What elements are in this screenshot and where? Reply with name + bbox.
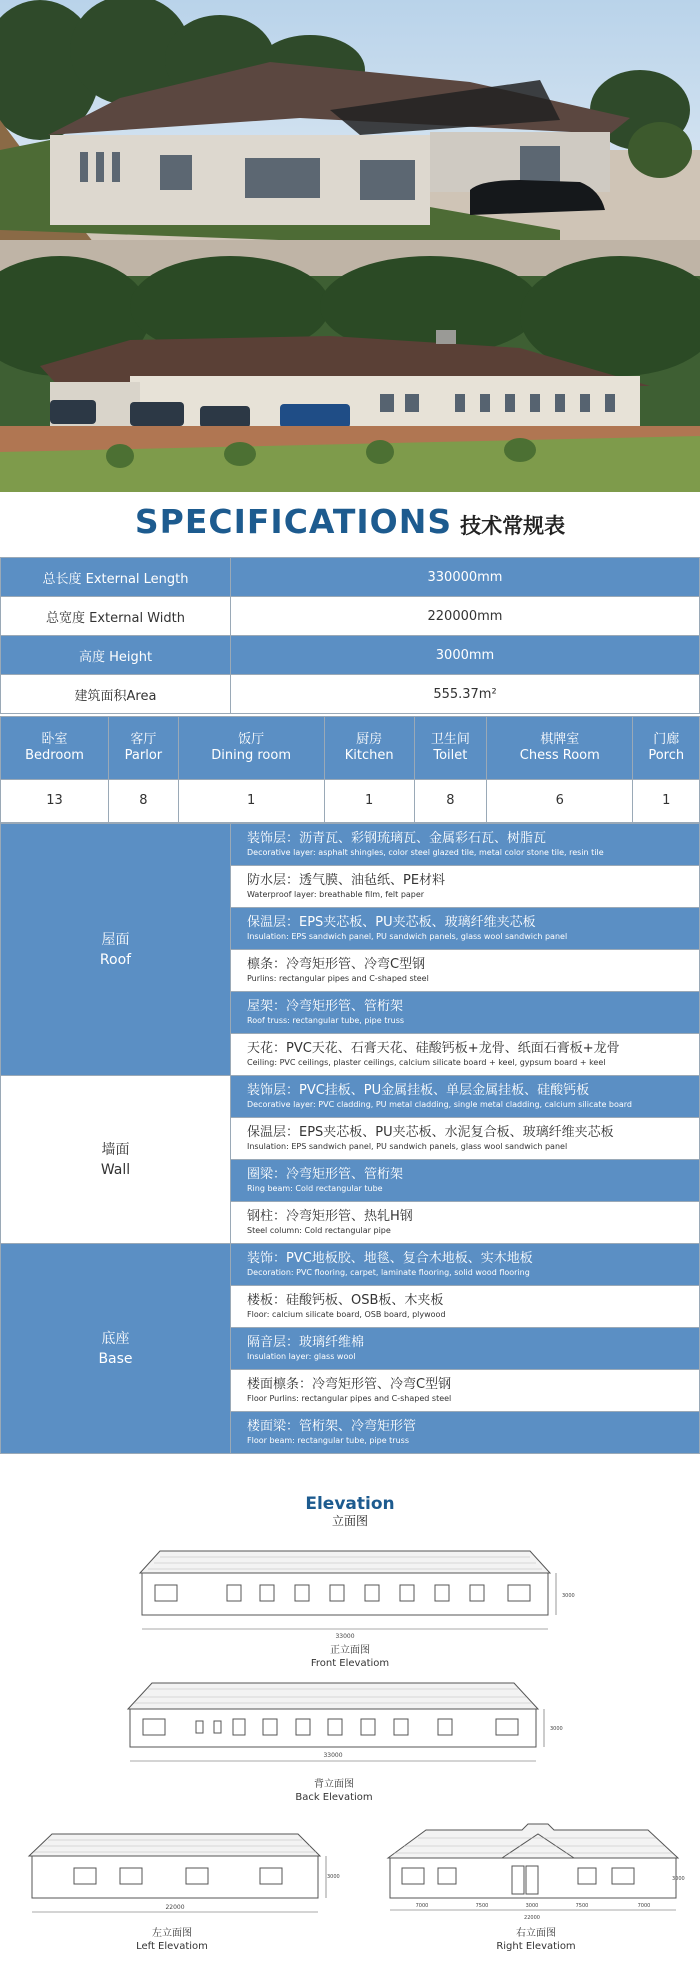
- material-item: [231, 1370, 700, 1412]
- room-name-cn: 卧室: [41, 732, 68, 747]
- dimensions-table: [0, 557, 700, 714]
- table-row: [1, 675, 700, 714]
- caption-en: Back Elevatiom: [295, 1792, 373, 1803]
- item-en: Insulation: EPS sandwich panel, PU sandwich panels, glass wool sandwich panel: [247, 932, 568, 941]
- room-name-cn: 饭厅: [238, 732, 265, 747]
- item-cn: 楼板：硅酸钙板、OSB板、木夹板: [247, 1293, 444, 1308]
- material-item: [231, 1286, 700, 1328]
- category-roof: [1, 824, 231, 1076]
- item-cn: 装饰：PVC地板胶、地毯、复合木地板、实木地板: [247, 1251, 533, 1266]
- row-value: 3000mm: [231, 636, 700, 675]
- specifications-title: [0, 502, 700, 541]
- table-row: [1, 1244, 700, 1286]
- house-photo-front: [0, 0, 700, 276]
- caption-cn: 右立面图: [516, 1928, 556, 1939]
- item-en: Floor beam: rectangular tube, pipe truss: [247, 1436, 409, 1445]
- row-value: 330000mm: [231, 558, 700, 597]
- item-en: Steel column: Cold rectangular pipe: [247, 1226, 391, 1235]
- room-name-en: Dining room: [211, 748, 291, 763]
- right-segment-label: 3000: [525, 1903, 539, 1909]
- item-en: Insulation layer: glass wool: [247, 1352, 356, 1361]
- elevation-title-cn: 立面图: [331, 1514, 368, 1528]
- item-cn: 屋架：冷弯矩形管、管桁架: [247, 999, 404, 1014]
- table-row: [1, 636, 700, 675]
- row-label: 总宽度 External Width: [1, 597, 231, 636]
- house-photo-side: [0, 276, 700, 492]
- left-dim-label: 22000: [165, 1904, 185, 1911]
- room-header: [109, 717, 179, 780]
- room-count: 8: [109, 780, 179, 823]
- spec-title-cn: 技术常规表: [460, 514, 566, 538]
- material-item: [231, 908, 700, 950]
- right-height-label: 3000: [672, 1876, 685, 1882]
- material-item: [231, 1076, 700, 1118]
- caption-cn: 背立面图: [314, 1779, 354, 1790]
- caption-en: Right Elevatiom: [496, 1941, 576, 1952]
- front-elevation-caption: [250, 1644, 450, 1670]
- left-elevation-caption: [72, 1927, 272, 1953]
- room-name-en: Chess Room: [519, 748, 600, 763]
- item-en: Decorative layer: PVC cladding, PU metal cladding, single metal cladding, calcium silicate board: [247, 1100, 633, 1109]
- item-en: Waterproof layer: breathable film, felt paper: [247, 890, 425, 899]
- caption-cn: 左立面图: [152, 1928, 192, 1939]
- room-count: 1: [633, 780, 700, 823]
- item-en: Ceiling: PVC ceilings, plaster ceilings, calcium silicate board + keel, gypsum board + keel: [247, 1058, 606, 1067]
- material-item: [231, 1034, 700, 1076]
- elevation-title-en: Elevation: [305, 1494, 395, 1514]
- item-cn: 装饰层：PVC挂板、PU金属挂板、单层金属挂板、硅酸钙板: [247, 1083, 590, 1098]
- room-header: [324, 717, 414, 780]
- item-en: Floor: calcium silicate board, OSB board, plywood: [247, 1310, 446, 1319]
- item-cn: 天花：PVC天花、石膏天花、硅酸钙板+龙骨、纸面石膏板+龙骨: [247, 1041, 620, 1056]
- row-value: 220000mm: [231, 597, 700, 636]
- room-name-cn: 门廊: [653, 732, 680, 747]
- material-item: [231, 1202, 700, 1244]
- item-cn: 保温层：EPS夹芯板、PU夹芯板、水泥复合板、玻璃纤维夹芯板: [247, 1125, 614, 1140]
- room-name-cn: 厨房: [356, 732, 383, 747]
- table-row: [1, 558, 700, 597]
- item-cn: 隔音层：玻璃纤维棉: [247, 1335, 365, 1350]
- material-item: [231, 950, 700, 992]
- room-header: [487, 717, 633, 780]
- right-segment-label: 7500: [575, 1903, 589, 1909]
- room-name-cn: 卫生间: [430, 732, 470, 747]
- room-header: [414, 717, 486, 780]
- front-dim-label: 33000: [335, 1633, 355, 1640]
- caption-en: Front Elevatiom: [310, 1658, 390, 1669]
- room-name-cn: 客厅: [130, 732, 157, 747]
- back-elevation-drawing: [118, 1675, 563, 1785]
- material-item: [231, 1244, 700, 1286]
- material-item: [231, 1160, 700, 1202]
- item-cn: 檩条：冷弯矩形管、冷弯C型钢: [247, 957, 426, 972]
- caption-en: Left Elevatiom: [136, 1941, 208, 1952]
- item-cn: 防水层：透气膜、油毡纸、PE材料: [247, 873, 446, 888]
- item-en: Ring beam: Cold rectangular tube: [247, 1184, 383, 1193]
- rooms-header-row: [1, 717, 700, 780]
- room-name-en: Porch: [648, 748, 685, 763]
- materials-table: [0, 823, 700, 1454]
- row-value: 555.37m²: [231, 675, 700, 714]
- material-item: [231, 1412, 700, 1454]
- item-cn: 圈梁：冷弯矩形管、管桁架: [247, 1167, 404, 1182]
- rooms-count-row: [1, 780, 700, 823]
- front-elevation-drawing: [130, 1545, 575, 1655]
- right-segment-label: 7500: [475, 1903, 489, 1909]
- right-segment-label: 7000: [637, 1903, 651, 1909]
- item-en: Decorative layer: asphalt shingles, color steel glazed tile, metal color stone tile, resin tile: [247, 848, 604, 857]
- spec-title-en: SPECIFICATIONS: [134, 502, 453, 541]
- room-header: [633, 717, 700, 780]
- room-count: 6: [487, 780, 633, 823]
- right-elevation-drawing: [382, 1820, 685, 1925]
- right-segment-label: 7000: [415, 1903, 429, 1909]
- category-base: [1, 1244, 231, 1454]
- material-item: [231, 992, 700, 1034]
- item-cn: 楼面檩条：冷弯矩形管、冷弯C型钢: [247, 1377, 452, 1392]
- room-name-en: Parlor: [124, 748, 163, 763]
- left-elevation-drawing: [24, 1828, 340, 1923]
- table-row: [1, 824, 700, 866]
- row-label: 高度 Height: [1, 636, 231, 675]
- category-en: Roof: [99, 951, 132, 968]
- item-cn: 装饰层：沥青瓦、彩钢琉璃瓦、金属彩石瓦、树脂瓦: [247, 831, 547, 846]
- room-header: [178, 717, 324, 780]
- category-wall: [1, 1076, 231, 1244]
- table-row: [1, 1076, 700, 1118]
- room-count: 1: [324, 780, 414, 823]
- front-height-label: 3000: [562, 1593, 575, 1599]
- material-item: [231, 866, 700, 908]
- back-height-label: 3000: [550, 1726, 563, 1732]
- room-count: 1: [178, 780, 324, 823]
- material-item: [231, 1118, 700, 1160]
- left-height-label: 3000: [327, 1874, 340, 1880]
- room-header: [1, 717, 109, 780]
- rooms-table: [0, 716, 700, 823]
- right-dim-label: 22000: [524, 1915, 540, 1921]
- category-cn: 墙面: [101, 1141, 130, 1158]
- item-cn: 钢柱：冷弯矩形管、热轧H钢: [247, 1209, 413, 1224]
- item-cn: 保温层：EPS夹芯板、PU夹芯板、玻璃纤维夹芯板: [247, 915, 536, 930]
- caption-cn: 正立面图: [330, 1645, 370, 1656]
- category-cn: 底座: [101, 1330, 130, 1347]
- row-label: 总长度 External Length: [1, 558, 231, 597]
- item-en: Roof truss: rectangular tube, pipe truss: [247, 1016, 405, 1025]
- category-en: Base: [98, 1350, 133, 1367]
- row-label: 建筑面积Area: [1, 675, 231, 714]
- room-count: 13: [1, 780, 109, 823]
- material-item: [231, 1328, 700, 1370]
- room-name-cn: 棋牌室: [540, 732, 580, 747]
- item-en: Purlins: rectangular pipes and C-shaped steel: [247, 974, 429, 983]
- room-count: 8: [414, 780, 486, 823]
- item-cn: 楼面梁：管桁架、冷弯矩形管: [247, 1419, 417, 1434]
- right-elevation-caption: [436, 1927, 636, 1953]
- back-dim-label: 33000: [323, 1752, 343, 1759]
- room-name-en: Bedroom: [25, 748, 84, 763]
- item-en: Floor Purlins: rectangular pipes and C-shaped steel: [247, 1394, 452, 1403]
- material-item: [231, 824, 700, 866]
- room-name-en: Toilet: [433, 748, 468, 763]
- category-en: Wall: [100, 1161, 131, 1178]
- elevation-title: [0, 1494, 700, 1529]
- item-en: Insulation: EPS sandwich panel, PU sandwich panels, glass wool sandwich panel: [247, 1142, 568, 1151]
- table-row: [1, 597, 700, 636]
- room-name-en: Kitchen: [344, 748, 394, 763]
- back-elevation-caption: [234, 1778, 434, 1804]
- category-cn: 屋面: [101, 931, 130, 948]
- item-en: Decoration: PVC flooring, carpet, laminate flooring, solid wood flooring: [247, 1268, 530, 1277]
